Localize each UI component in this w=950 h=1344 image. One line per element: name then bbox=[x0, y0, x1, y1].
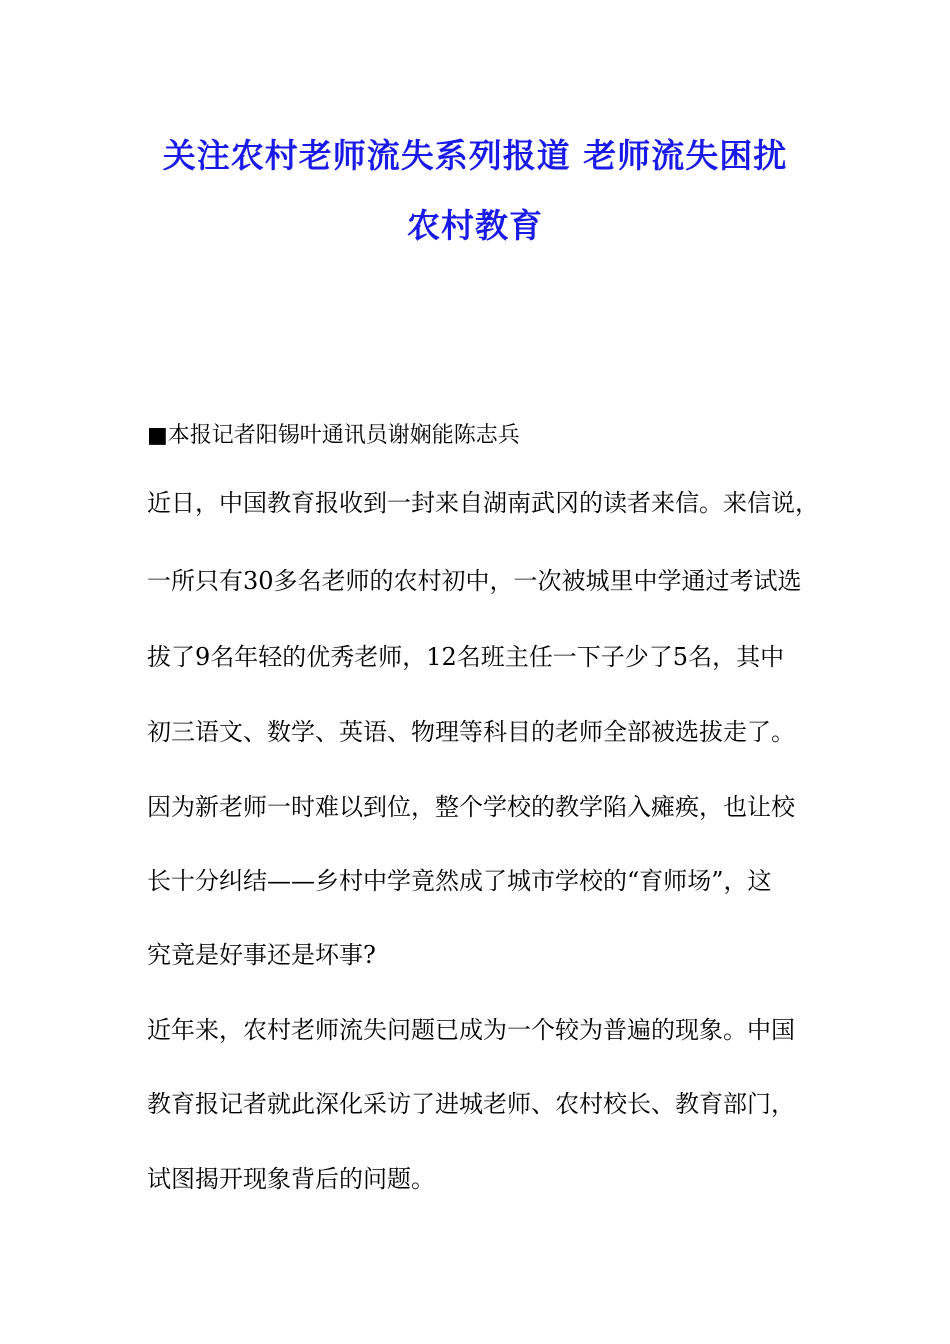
paragraph-2-line-2: 教育报记者就此深化采访了进城老师、农村校长、教育部门， bbox=[147, 1090, 795, 1118]
document-title-line-2: 农村教育 bbox=[407, 206, 543, 245]
document-title-line-1: 关注农村老师流失系列报道 老师流失困扰 bbox=[162, 136, 788, 175]
paragraph-1-line-2: 一所只有30多名老师的农村初中，一次被城里中学通过考试选 bbox=[147, 567, 802, 595]
paragraph-1-line-3: 拔了9名年轻的优秀老师，12名班主任一下子少了5名，其中 bbox=[147, 643, 785, 671]
byline: ■本报记者阳锡叶通讯员谢娴能陈志兵 bbox=[147, 423, 520, 448]
paragraph-1-line-7: 究竟是好事还是坏事? bbox=[147, 941, 376, 969]
paragraph-2-line-1: 近年来，农村老师流失问题已成为一个较为普遍的现象。中国 bbox=[147, 1016, 795, 1044]
paragraph-1-line-1: 近日，中国教育报收到一封来自湖南武冈的读者来信。来信说， bbox=[147, 489, 819, 517]
paragraph-1-line-6: 长十分纠结——乡村中学竟然成了城市学校的“育师场”，这 bbox=[147, 867, 772, 895]
paragraph-2-line-3: 试图揭开现象背后的问题。 bbox=[147, 1165, 435, 1193]
paragraph-1-line-5: 因为新老师一时难以到位，整个学校的教学陷入瘫痪，也让校 bbox=[147, 793, 795, 821]
paragraph-1-line-4: 初三语文、数学、英语、物理等科目的老师全部被选拔走了。 bbox=[147, 718, 795, 746]
